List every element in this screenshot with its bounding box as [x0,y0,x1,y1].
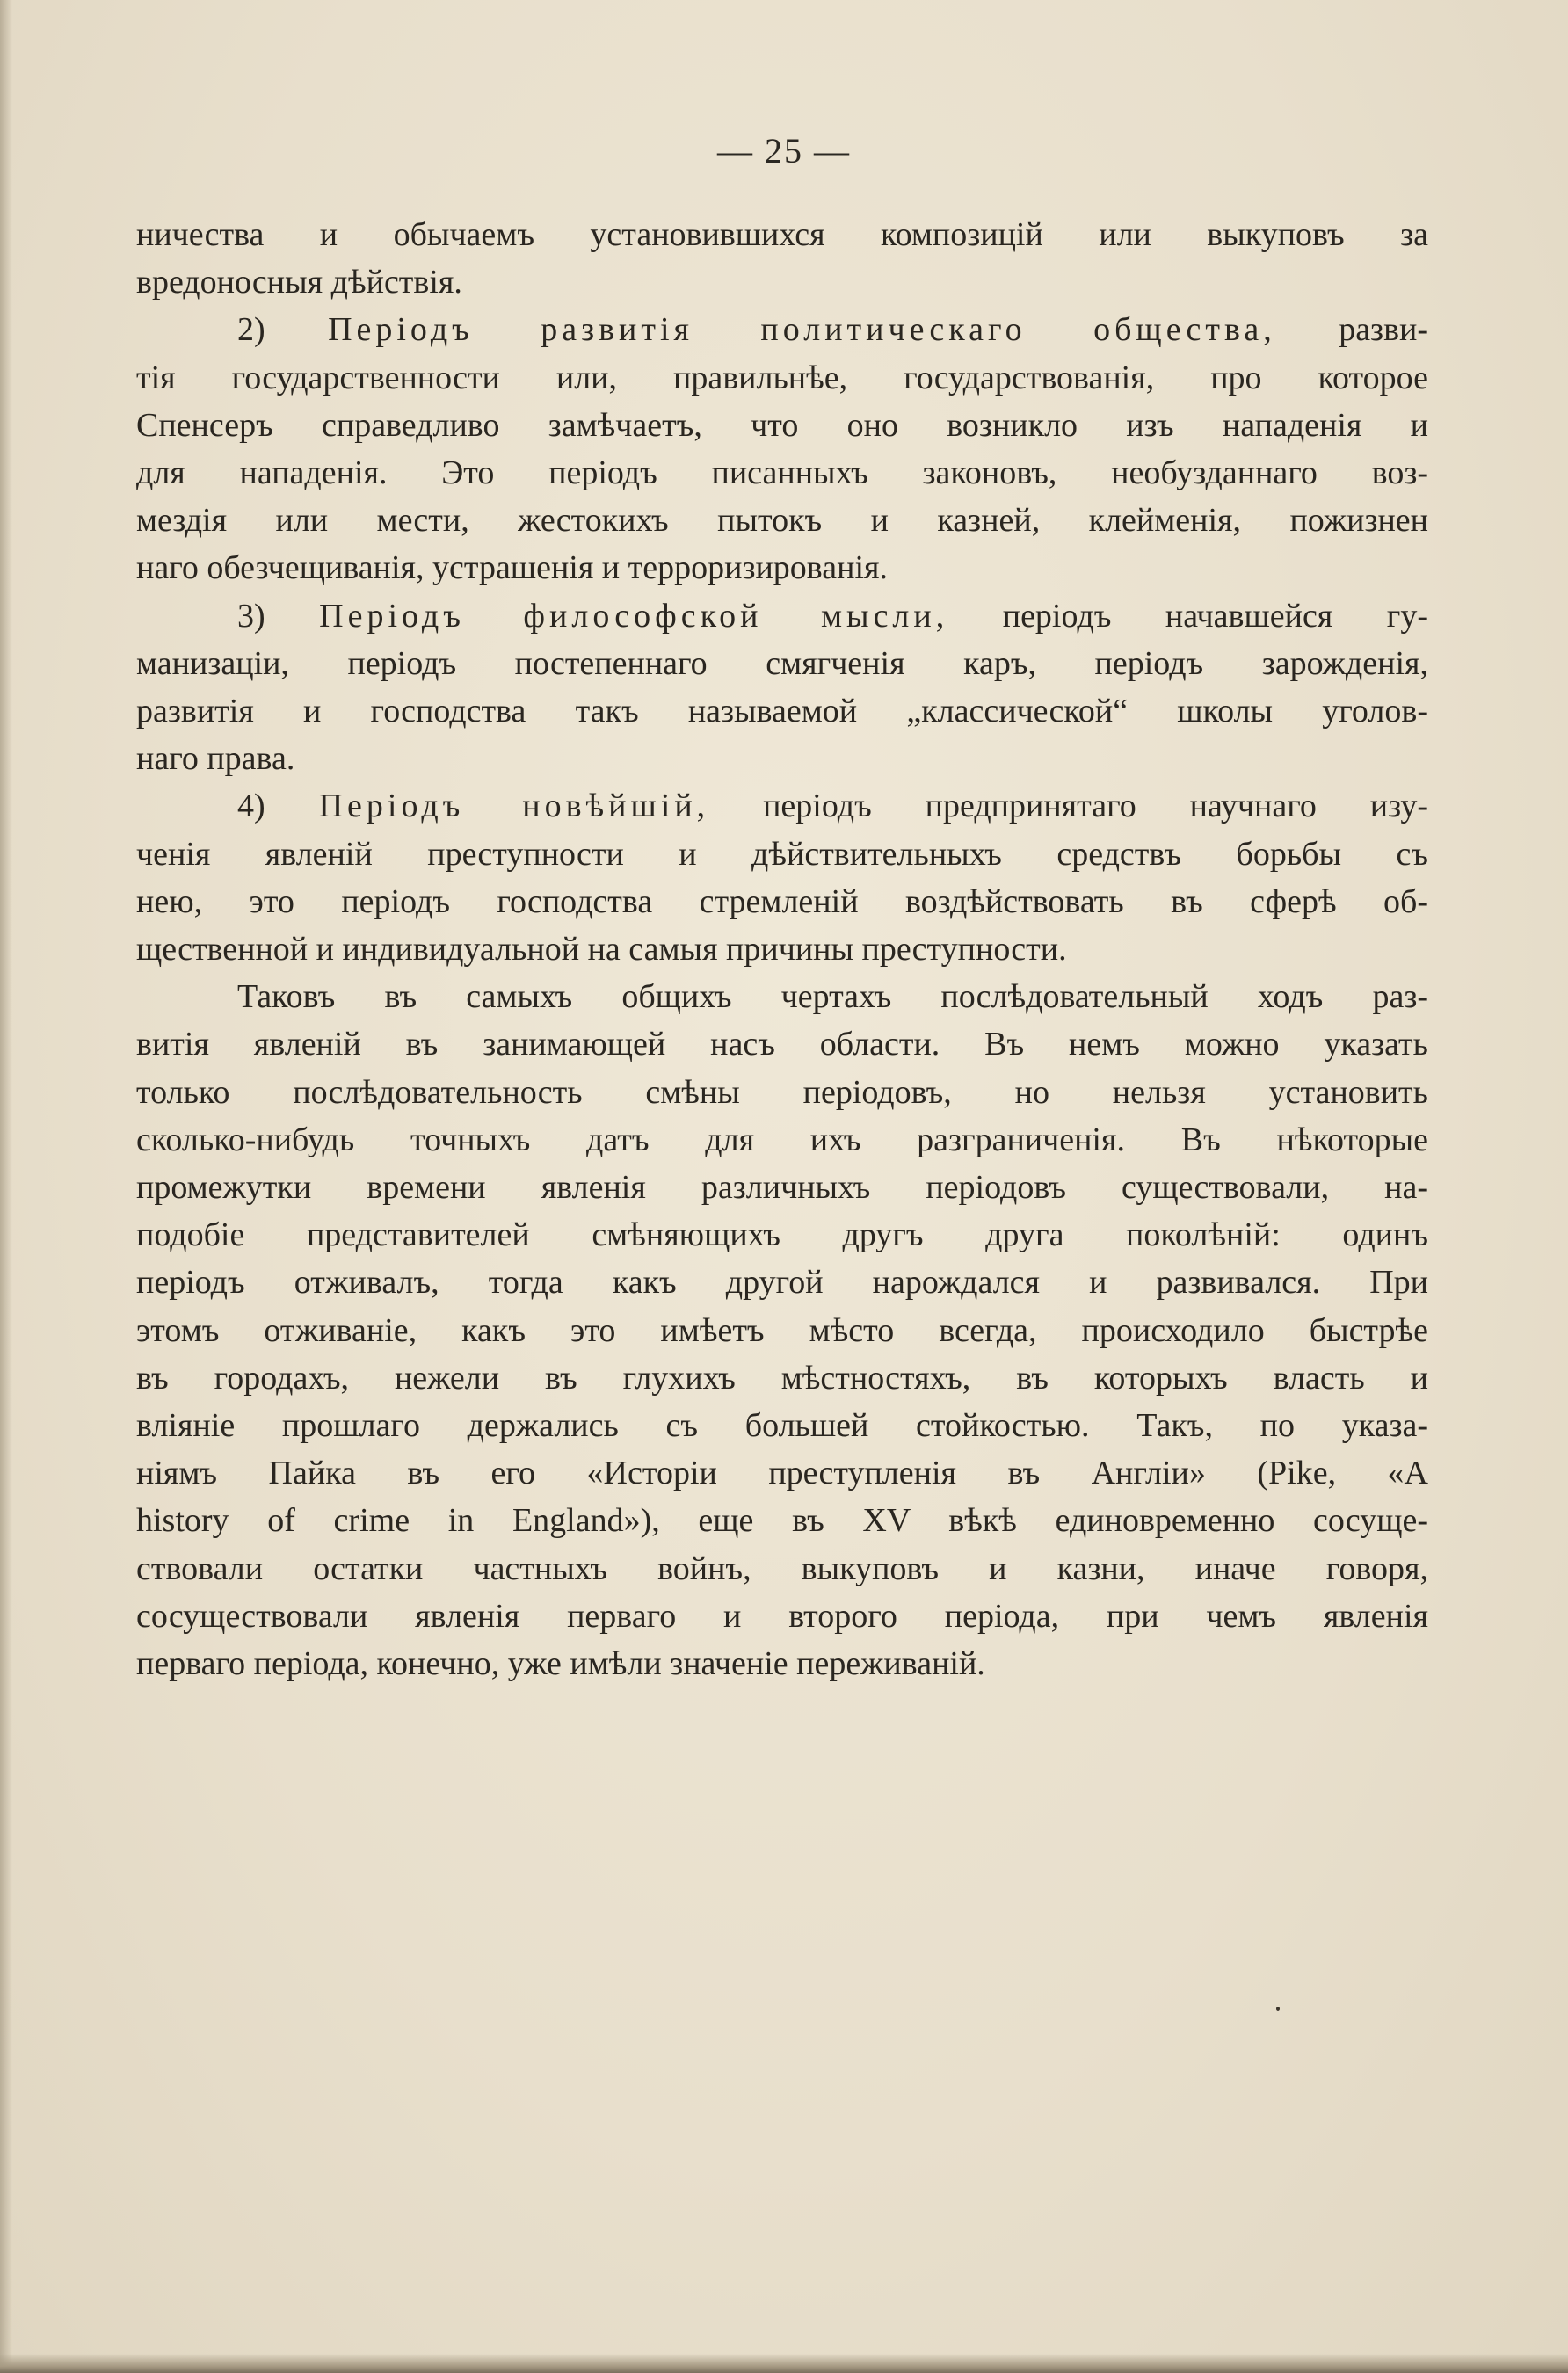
paragraph-4 [136,782,1428,973]
text-line: манизаціи, періодъ постепеннаго смягченія каръ, періодъ зарожденія, [136,644,1428,682]
text-line: періодъ отживалъ, тогда какъ другой нарождался и развивался. При [136,1264,1428,1302]
list-number: 4) [237,787,265,825]
text-line: ніямъ Пайка въ его «Исторіи преступленія въ Англіи» (Pike, «A [136,1455,1428,1492]
text-fragment: періодъ предпринятаго научнаго изу- [763,787,1429,825]
period-heading: Періодъ развитія политическаго общества, [328,311,1276,349]
text-line: въ городахъ, нежели въ глухихъ мѣстностяхъ, въ которыхъ власть и [136,1359,1428,1397]
paragraph-2 [136,306,1428,591]
text-line: промежутки времени явленія различныхъ періодовъ существовали, на- [136,1169,1428,1207]
text-line: Спенсеръ справедливо замѣчаетъ, что оно возникло изъ нападенія и [136,406,1428,444]
text-line: только послѣдовательность смѣны періодовъ, но нельзя установить [136,1073,1428,1111]
text-line: тія государственности или, правильнѣе, государствованія, про которое [136,359,1428,396]
text-line: подобіе представителей смѣняющихъ другъ друга поколѣній: одинъ [136,1216,1428,1254]
text-line: нею, это періодъ господства стремленій воздѣйствовать въ сферѣ об- [136,882,1428,920]
text-line: щественной и индивидуальной на самыя причины преступности. [136,931,1067,969]
paragraph-1 [136,211,1428,306]
text-line: Таковъ въ самыхъ общихъ чертахъ послѣдовательный ходъ раз- [237,978,1428,1016]
paragraph-3 [136,592,1428,783]
text-line: сколько-нибудь точныхъ датъ для ихъ разграниченія. Въ нѣкоторые [136,1121,1428,1158]
text-line: витія явленій въ занимающей насъ области. Въ немъ можно указать [136,1026,1428,1063]
text-line: сосуществовали явленія перваго и второго періода, при чемъ явленія [136,1597,1428,1635]
page-body-text [136,211,1428,1687]
text-line: вліяніе прошлаго держались съ большей стойкостью. Такъ, по указа- [136,1407,1428,1445]
ink-speck [1276,2007,1280,2011]
text-line: развитія и господства такъ называемой „классической“ школы уголов- [136,693,1428,730]
text-line: ничества и обычаемъ установившихся композицій или выкуповъ за [136,216,1428,253]
text-line: мездія или мести, жестокихъ пытокъ и казней, клейменія, пожизнен [136,502,1428,540]
text-line: ствовали остатки частныхъ войнъ, выкуповъ и казни, иначе говоря, [136,1549,1428,1587]
text-line: вредоносныя дѣйствія. [136,264,462,301]
page-left-shadow [0,0,12,2373]
text-line: перваго періода, конечно, уже имѣли значеніе переживаній. [136,1645,985,1683]
list-number: 2) [237,311,265,349]
paragraph-5 [136,973,1428,1687]
text-line: этомъ отживаніе, какъ это имѣетъ мѣсто всегда, происходило быстрѣе [136,1311,1428,1349]
text-line: наго права. [136,740,295,778]
page-number: — 25 — [717,131,851,171]
text-line: ченія явленій преступности и дѣйствительныхъ средствъ борьбы съ [136,835,1428,873]
text-line: наго обезчещиванія, устрашенія и терроризированія. [136,549,888,587]
text-fragment: періодъ начавшейся гу- [1002,597,1429,635]
text-line [136,306,1428,353]
list-number: 3) [237,597,265,635]
period-heading: Періодъ новѣйшій, [318,787,710,825]
text-line: history of crime in England»), еще въ XV вѣкѣ единовременно сосуще- [136,1502,1428,1540]
page-bottom-shadow [0,2354,1568,2373]
text-line: для нападенія. Это періодъ писанныхъ законовъ, необузданнаго воз- [136,454,1428,492]
text-line [136,592,1428,640]
text-line [136,782,1428,830]
text-fragment: разви- [1339,311,1428,349]
period-heading: Періодъ философской мысли, [319,597,949,635]
